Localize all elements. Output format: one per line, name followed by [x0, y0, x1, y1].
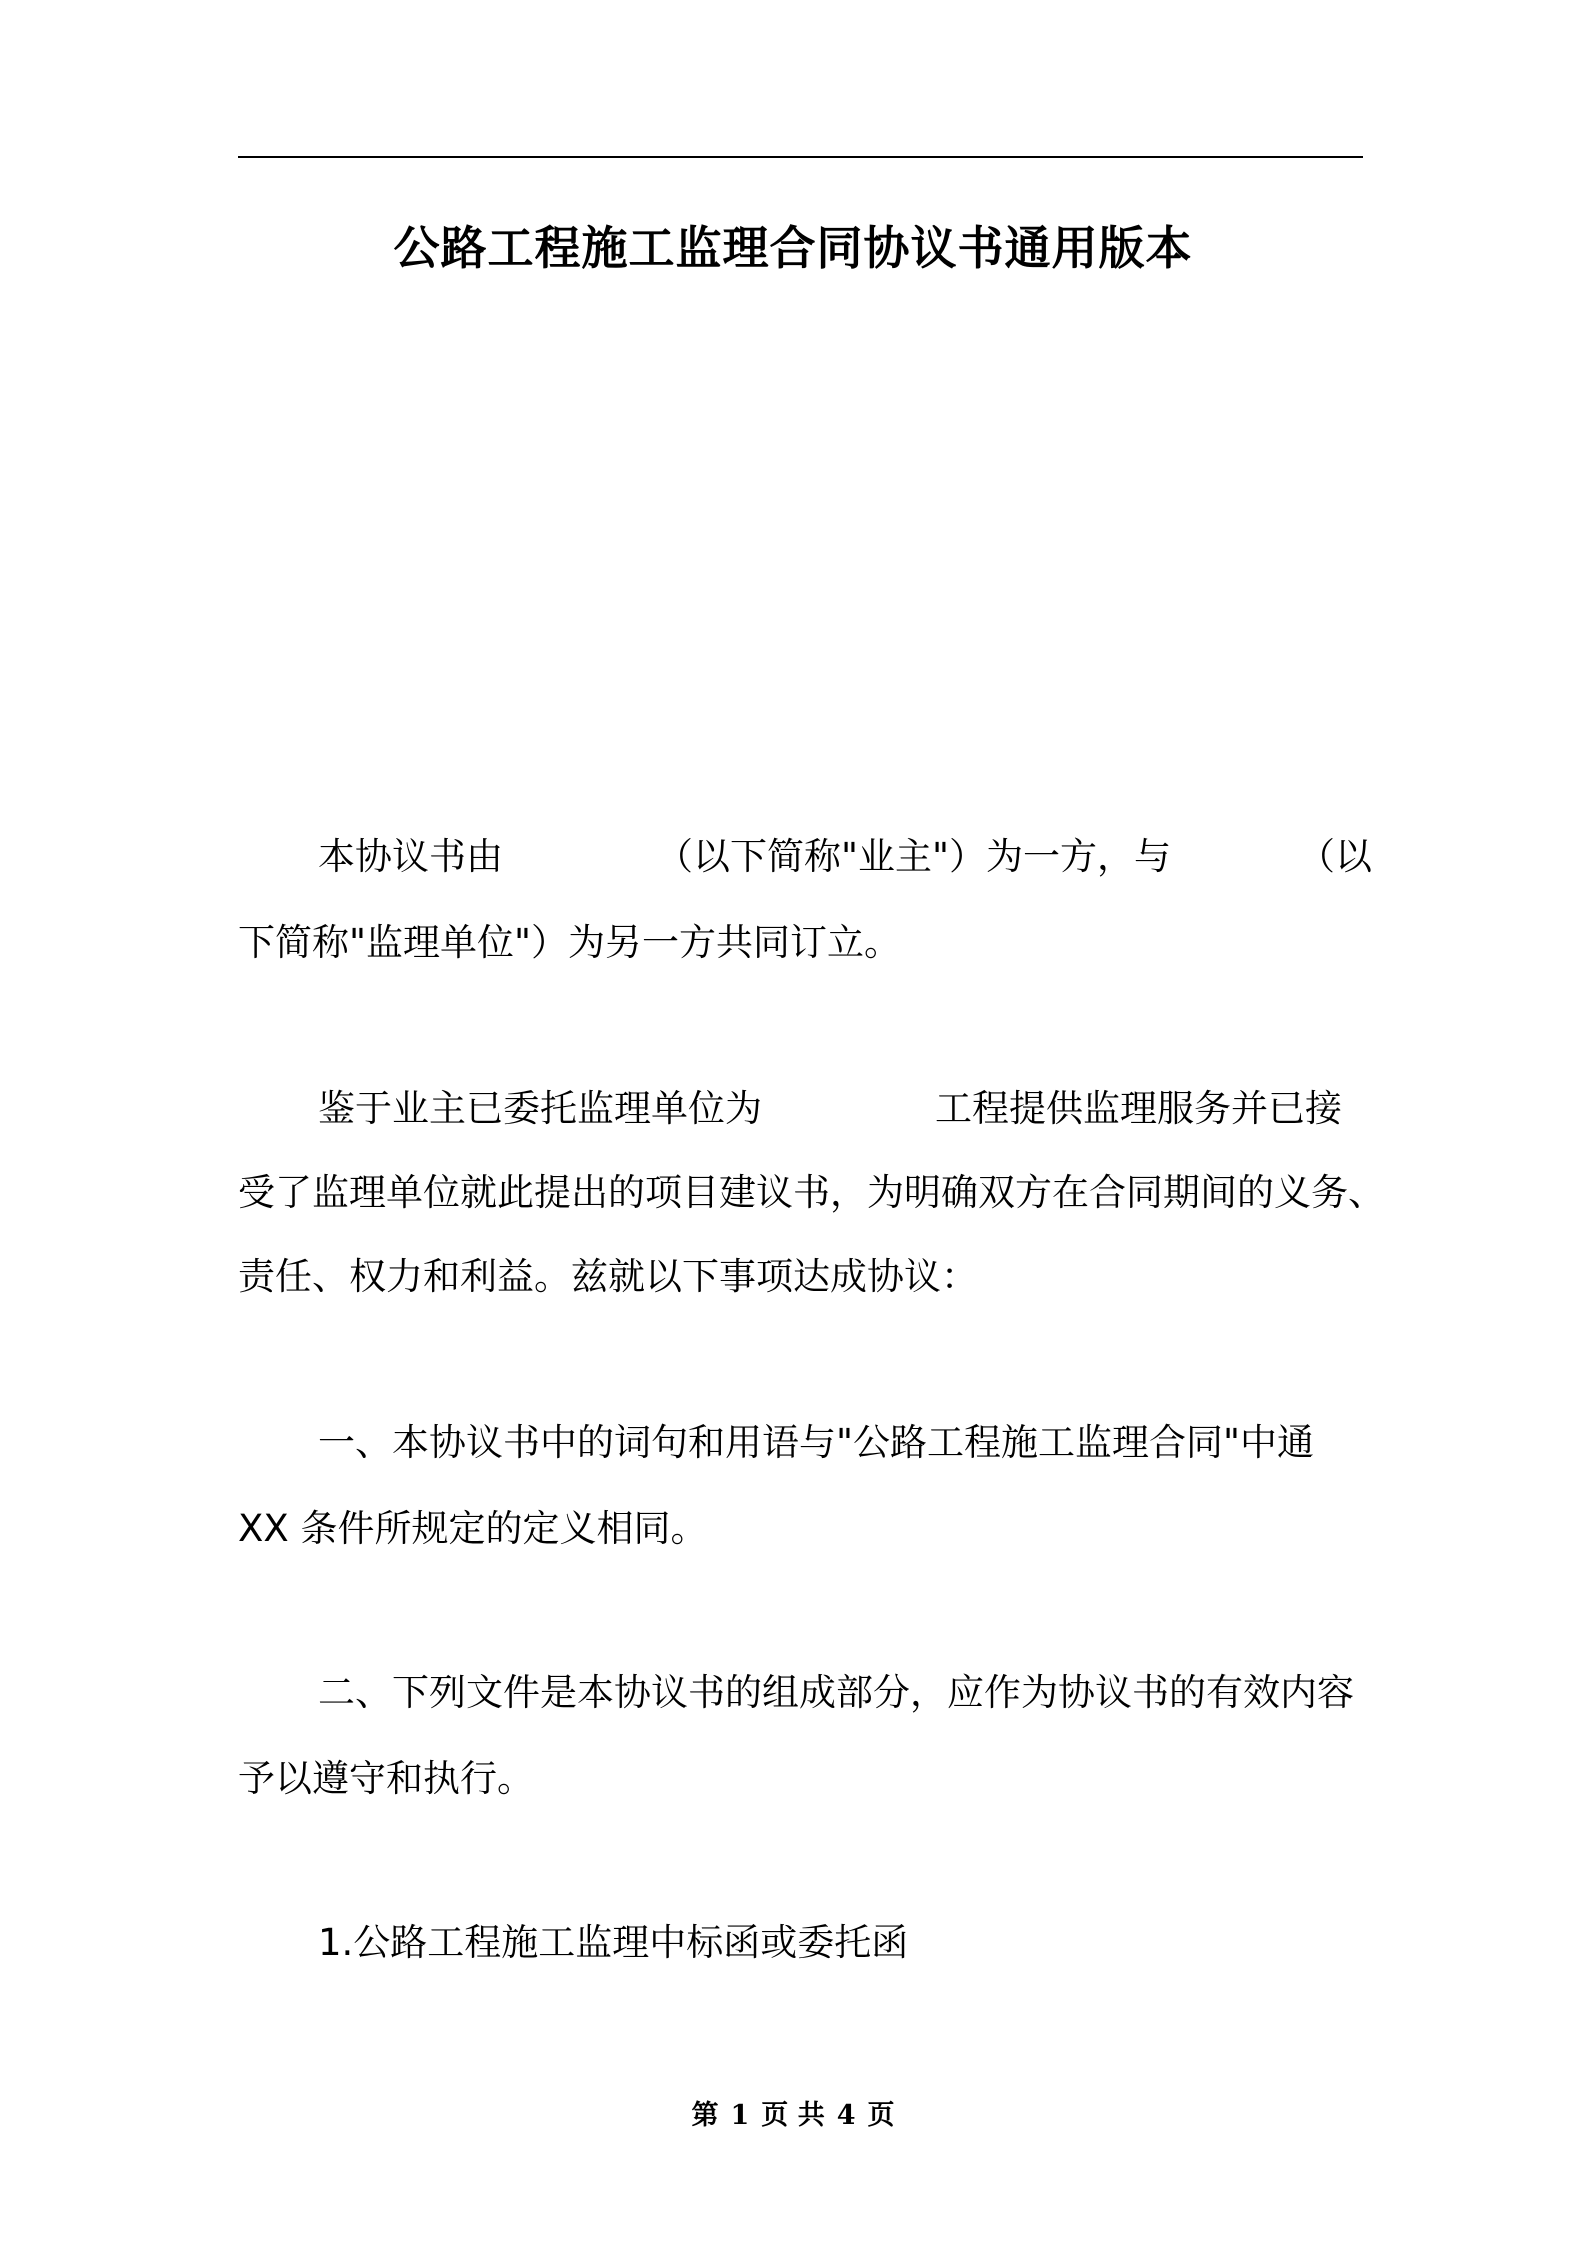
intro-line-1-part-2: （以下简称"业主"）为一方，与: [656, 835, 1172, 878]
page-number-footer: [0, 2098, 1586, 2134]
item-1-line-1: 1.公路工程施工监理中标函或委托函: [318, 1921, 909, 1964]
whereas-line-2: 受了监理单位就此提出的项目建议书，为明确双方在合同期间的义务、: [238, 1171, 1385, 1214]
footer-total-pages: 4: [836, 2100, 856, 2131]
clause-2-line-1: 二、下列文件是本协议书的组成部分，应作为协议书的有效内容: [318, 1671, 1354, 1714]
whereas-line-1-part-2: 工程提供监理服务并已接: [935, 1087, 1342, 1130]
footer-current-page: 1: [730, 2100, 750, 2131]
intro-line-1-part-1: 本协议书由: [318, 835, 503, 878]
footer-middle: 页 共: [761, 2100, 825, 2131]
whereas-line-1-part-1: 鉴于业主已委托监理单位为: [318, 1087, 762, 1130]
header-rule: [238, 156, 1363, 158]
document-title: 公路工程施工监理合同协议书通用版本: [393, 221, 1193, 275]
whereas-line-3: 责任、权力和利益。兹就以下事项达成协议：: [238, 1255, 978, 1298]
clause-2-line-2: 予以遵守和执行。: [238, 1757, 534, 1800]
intro-line-1-part-3: （以: [1298, 835, 1372, 878]
intro-line-2: 下简称"监理单位"）为另一方共同订立。: [238, 921, 902, 964]
clause-1-line-2: XX 条件所规定的定义相同。: [238, 1507, 708, 1550]
footer-prefix: 第: [691, 2100, 719, 2131]
footer-suffix: 页: [867, 2100, 895, 2131]
clause-1-line-1: 一、本协议书中的词句和用语与"公路工程施工监理合同"中通: [318, 1421, 1315, 1464]
